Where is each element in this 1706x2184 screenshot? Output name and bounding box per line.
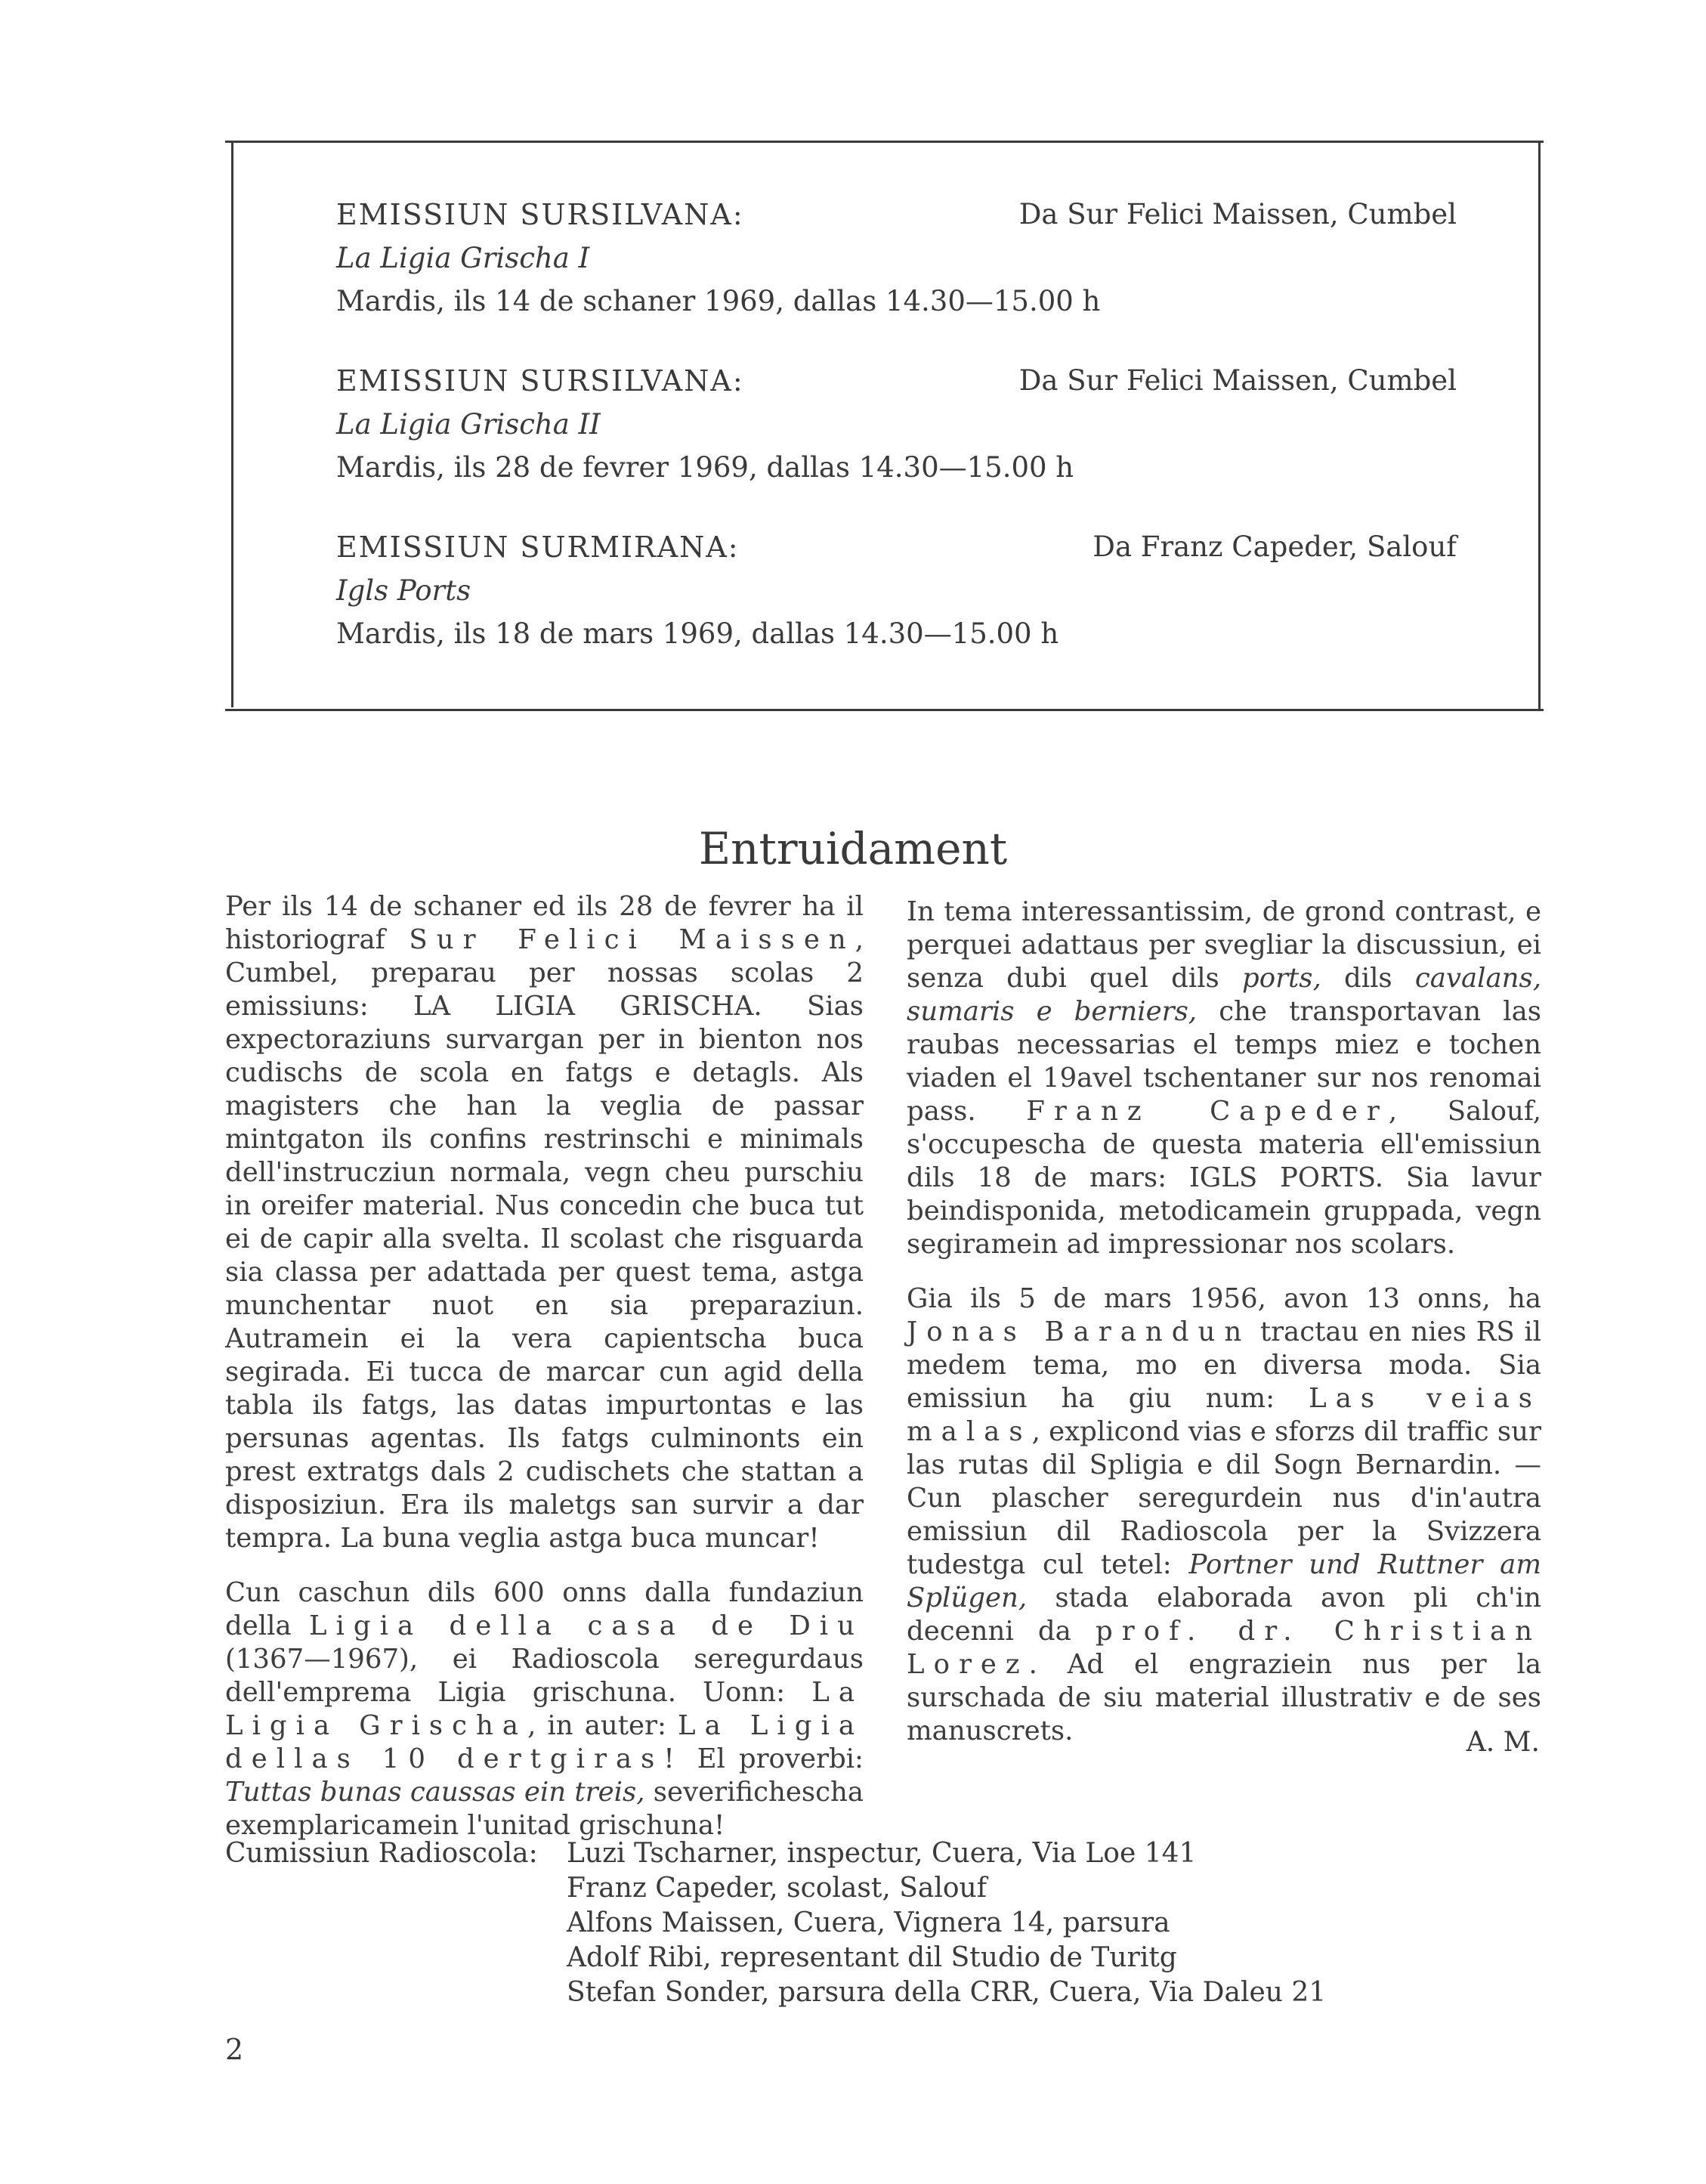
- broadcast-author: Da Franz Capeder, Salouf: [1093, 531, 1457, 563]
- box-bottom-rule: [225, 709, 1544, 711]
- broadcast-date: Mardis, ils 28 de fevrer 1969, dallas 14.30—15.00 h: [336, 451, 1074, 484]
- broadcast-title: La Ligia Grischa II: [336, 408, 601, 441]
- broadcast-author: Da Sur Felici Maissen, Cumbel: [1018, 364, 1457, 397]
- paragraph: Per ils 14 de schaner ed ils 28 de fevrer ha il historiograf Sur Felici Maissen, Cumbel, preparau per nossas scolas 2 emissiuns: LA LIGIA GRISCHA. Sias expectoraziuns survargan per in bienton nos cudischs de scola en fatgs e detagls. Als magisters che han la veglia de passar mintgaton ils confins restrinschi e minimals dell'instrucziun normala, vegn cheu purschiu in oreifer material. Nus concedin che buca tut ei de capir alla svelta. Il scolast che risguarda sia classa per adattada per quest tema, astga munchentar nuot en sia preparaziun. Autramein ei la vera capientscha buca segirada. Ei tucca de marcar cun agid della tabla ils fatgs, las datas impurtontas e las persunas agentas. Ils fatgs culminonts ein prest extratgs dals 2 cudischets che stattan a disposiziun. Era ils maletgs san survir a dar tempra. La buna veglia astga buca muncar!: [225, 891, 864, 1554]
- box-left-rule: [231, 141, 233, 707]
- author-signature: A. M.: [1466, 1727, 1540, 1758]
- paragraph: In tema interessantissim, de grond contrast, e perquei adattaus per svegliar la discussiun, ei senza dubi quel dils ports, dils cavalans, sumaris e berniers, che transportavan las raubas necessarias el temps miez e tochen viaden el 19avel tschentaner sur nos renomai pass. Franz Capeder, Salouf, s'occupescha de questa materia ell'emissiun dils 18 de mars: IGLS PORTS. Sia lavur beindisponida, metodicamein gruppada, vegn segiramein ad impressionar nos scolars.: [907, 896, 1541, 1260]
- broadcast-label: EMISSIUN SURSILVANA:: [336, 198, 744, 231]
- broadcast-title: La Ligia Grischa I: [336, 242, 590, 274]
- right-column: [907, 896, 1541, 1769]
- broadcast-date: Mardis, ils 18 de mars 1969, dallas 14.30—15.00 h: [336, 617, 1059, 650]
- member-line: Adolf Ribi, representant dil Studio de Turitg: [567, 1942, 1177, 1973]
- schedule-entry: [336, 364, 1457, 484]
- broadcast-title: Igls Ports: [336, 574, 471, 607]
- box-top-rule: [225, 141, 1544, 143]
- schedule-entry: [336, 531, 1457, 650]
- broadcast-author: Da Sur Felici Maissen, Cumbel: [1018, 198, 1457, 230]
- page-number: 2: [225, 2033, 244, 2066]
- broadcast-date: Mardis, ils 14 de schaner 1969, dallas 14.30—15.00 h: [336, 285, 1101, 317]
- member-line: Alfons Maissen, Cuera, Vignera 14, parsura: [567, 1907, 1170, 1938]
- broadcast-label: EMISSIUN SURMIRANA:: [336, 531, 740, 564]
- member-line: Stefan Sonder, parsura della CRR, Cuera, Via Daleu 21: [567, 1977, 1327, 2008]
- commission-members: [567, 1836, 1473, 2010]
- broadcast-label: EMISSIUN SURSILVANA:: [336, 364, 744, 398]
- paragraph: Gia ils 5 de mars 1956, avon 13 onns, ha Jonas Barandun tractau en nies RS il medem tema, mo en diversa moda. Sia emissiun ha giu num: Las veias malas, explicond vias e sforzs dil traffic sur las rutas dil Spligia e dil Sogn Bernardin. — Cun plascher seregurdein nus d'in'autra emissiun dil Radioscola per la Svizzera tudestga cul tetel: Portner und Ruttner am Splügen, stada elaborada avon pli ch'in decenni da prof. dr. Christian Lorez. Ad el engraziein nus per la surschada de siu material illustrativ e de ses manuscrets.: [907, 1283, 1541, 1746]
- commission-label: Cumissiun Radioscola:: [225, 1838, 538, 1869]
- schedule-entry: [336, 198, 1457, 317]
- box-right-rule: [1538, 141, 1541, 711]
- paragraph: Cun caschun dils 600 onns dalla fundaziun della Ligia della casa de Diu (1367—1967), ei Radioscola seregurdaus dell'emprema Ligia grischuna. Uonn: La Ligia Grischa, in auter: La Ligia dellas 10 dertgiras! El proverbi: Tuttas bunas caussas ein treis, severifichescha exemplaricamein l'unitad grischuna!: [225, 1577, 864, 1841]
- member-line: Luzi Tscharner, inspectur, Cuera, Via Loe 141: [567, 1838, 1197, 1869]
- member-line: Franz Capeder, scolast, Salouf: [567, 1873, 987, 1904]
- section-heading: Entruidament: [698, 822, 1008, 874]
- left-column: [225, 890, 864, 1864]
